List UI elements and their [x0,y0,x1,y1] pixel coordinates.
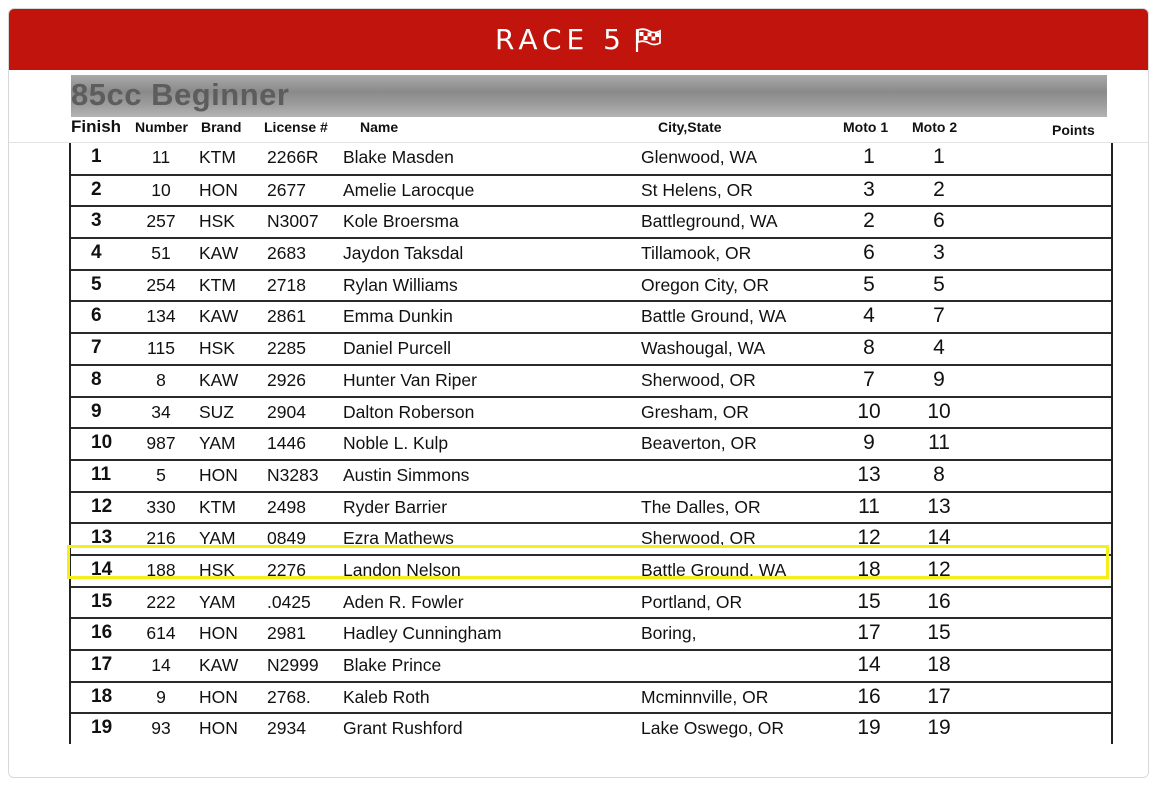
brand-cell: YAM [199,433,236,454]
finish-cell: 6 [91,305,102,327]
rider-name-cell: Emma Dunkin [343,306,453,327]
city-state-cell: Sherwood, OR [641,369,756,390]
moto2-cell: 5 [933,272,945,296]
city-state-cell: Sherwood, OR [641,528,756,549]
license-cell: 2718 [267,274,306,295]
header-license: License # [264,119,328,135]
rider-name-cell: Grant Rushford [343,718,463,739]
table-row [71,491,1111,523]
city-state-cell: Tillamook, OR [641,243,752,264]
finish-cell: 15 [91,590,113,612]
license-cell: N2999 [267,655,319,675]
brand-cell: KAW [199,369,239,390]
license-cell: 2266R [267,147,319,167]
city-state-cell: Washougal, WA [641,338,766,359]
moto1-cell: 16 [857,684,881,708]
rider-name-cell: Kaleb Roth [343,686,430,707]
table-row [71,617,1111,649]
license-cell: 2926 [267,369,306,390]
finish-cell: 1 [91,146,102,167]
rider-name-cell: Aden R. Fowler [343,591,464,612]
moto1-cell: 6 [863,241,875,265]
number-cell: 9 [156,686,166,707]
license-cell: 1446 [267,433,306,454]
license-cell: 2285 [267,338,306,359]
finish-cell: 17 [91,654,113,675]
header-finish: Finish [71,117,122,136]
city-state-cell: Mcminnville, OR [641,686,769,707]
table-row [71,649,1111,681]
moto2-cell: 16 [927,589,951,613]
brand-cell: HON [199,464,238,485]
moto2-cell: 9 [933,367,945,391]
rider-name-cell: Blake Masden [343,147,454,167]
table-row [71,237,1111,269]
moto2-cell: 1 [933,145,945,168]
rider-name-cell: Kole Broersma [343,211,459,232]
moto1-cell: 18 [857,557,881,581]
city-state-cell: Battle Ground, WA [641,306,787,327]
moto1-cell: 7 [863,367,875,391]
brand-cell: KTM [199,147,236,167]
rider-name-cell: Jaydon Taksdal [343,243,464,264]
moto1-cell: 1 [863,145,875,168]
moto2-cell: 13 [927,494,951,518]
finish-cell: 18 [91,685,113,707]
city-state-cell: St Helens, OR [641,179,753,200]
table-row [71,143,1111,174]
brand-cell: HSK [199,338,235,359]
rider-name-cell: Landon Nelson [343,559,461,580]
race-title: RACE 5 [495,23,626,56]
finish-cell: 9 [91,400,102,422]
rider-name-cell: Hadley Cunningham [343,623,502,644]
table-row [71,396,1111,428]
license-cell: 2981 [267,623,306,644]
number-cell: 14 [151,655,171,675]
city-state-cell: Battleground, WA [641,211,778,232]
header-points: Points [1052,122,1095,138]
header-name: Name [360,119,399,135]
moto1-cell: 10 [857,399,881,423]
brand-cell: SUZ [199,401,234,422]
moto2-cell: 18 [927,653,951,676]
number-cell: 330 [146,496,176,517]
rider-name-cell: Noble L. Kulp [343,433,449,454]
table-row [71,174,1111,206]
header-brand: Brand [201,119,242,135]
finish-cell: 8 [91,368,102,390]
checkered-flag-icon [634,26,662,54]
rider-name-cell: Ryder Barrier [343,496,448,517]
number-cell: 11 [151,147,171,167]
moto2-cell: 8 [933,462,945,486]
brand-cell: YAM [199,528,236,549]
number-cell: 10 [151,179,171,200]
city-state-cell: Boring, [641,623,697,644]
number-cell: 188 [146,559,176,580]
license-cell: 2677 [267,179,306,200]
class-title-bar [71,75,1107,117]
moto2-cell: 11 [928,431,950,455]
moto1-cell: 5 [863,272,875,296]
moto2-cell: 4 [933,336,945,360]
brand-cell: HON [199,718,238,739]
finish-cell: 5 [91,273,102,295]
brand-cell: HON [199,179,238,200]
license-cell: 2768. [267,686,311,707]
finish-cell: 12 [91,495,113,517]
table-row [71,586,1111,618]
moto1-cell: 13 [857,462,881,486]
number-cell: 257 [146,211,176,232]
header-moto2: Moto 2 [912,119,958,135]
moto2-cell: 6 [933,209,945,233]
finish-cell: 7 [91,337,102,359]
number-cell: 222 [146,591,176,612]
moto1-cell: 12 [857,526,881,550]
moto2-cell: 3 [933,241,945,265]
moto2-cell: 15 [927,621,951,645]
number-cell: 216 [146,528,176,549]
city-state-cell: Portland, OR [641,591,743,612]
finish-cell: 10 [91,432,113,454]
class-title: 85cc Beginner [71,77,290,112]
finish-cell: 2 [91,178,102,200]
moto2-cell: 10 [927,399,951,423]
city-state-cell: Lake Oswego, OR [641,718,784,739]
table-row [71,681,1111,713]
brand-cell: HSK [199,211,235,232]
moto1-cell: 17 [857,621,881,645]
license-cell: 2683 [267,243,306,264]
license-cell: 2498 [267,496,306,517]
scanned-results-sheet [9,71,1148,777]
brand-cell: KAW [199,306,239,327]
city-state-cell: Glenwood, WA [641,147,758,167]
moto2-cell: 19 [927,716,951,740]
moto1-cell: 19 [857,716,881,740]
number-cell: 115 [147,338,175,359]
moto1-cell: 14 [857,653,881,676]
moto1-cell: 8 [863,336,875,360]
moto2-cell: 14 [927,526,951,550]
moto1-cell: 2 [863,209,875,233]
table-row [71,205,1111,237]
license-cell: .0425 [267,591,311,612]
rider-name-cell: Ezra Mathews [343,528,454,549]
number-cell: 5 [156,464,166,485]
finish-cell: 16 [91,622,113,644]
brand-cell: HON [199,686,238,707]
table-row [71,554,1111,586]
table-row [71,522,1111,554]
rider-name-cell: Blake Prince [343,655,442,675]
brand-cell: HSK [199,559,235,580]
license-cell: N3283 [267,464,319,485]
number-cell: 34 [151,401,171,422]
header-city-state: City,State [658,119,722,135]
number-cell: 8 [156,369,166,390]
moto2-cell: 2 [933,177,945,201]
rider-name-cell: Austin Simmons [343,464,470,485]
table-row [71,364,1111,396]
city-state-cell: The Dalles, OR [641,496,761,517]
number-cell: 93 [151,718,171,739]
license-cell: 2276 [267,559,306,580]
rider-name-cell: Rylan Williams [343,274,458,295]
brand-cell: KAW [199,243,239,264]
brand-cell: YAM [199,591,236,612]
moto1-cell: 3 [863,177,875,201]
license-cell: 2861 [267,306,306,327]
license-cell: 2934 [267,718,306,739]
moto2-cell: 7 [933,304,945,328]
race-results-card [8,8,1149,778]
results-table [69,143,1113,744]
header-moto1: Moto 1 [843,119,889,135]
finish-cell: 11 [91,463,112,485]
number-cell: 254 [146,274,176,295]
city-state-cell: Oregon City, OR [641,274,770,295]
finish-cell: 14 [91,558,113,580]
table-row [71,712,1111,744]
city-state-cell: Beaverton, OR [641,433,757,454]
table-row [71,459,1111,491]
license-cell: 0849 [267,528,306,549]
finish-cell: 3 [91,210,102,232]
moto1-cell: 11 [858,494,880,518]
moto1-cell: 15 [857,589,881,613]
moto1-cell: 9 [863,431,875,455]
moto1-cell: 4 [863,304,875,328]
table-row [71,300,1111,332]
moto2-cell: 12 [927,557,951,581]
number-cell: 51 [151,243,171,264]
city-state-cell: Battle Ground, WA [641,559,787,580]
rider-name-cell: Hunter Van Riper [343,369,477,390]
finish-cell: 19 [91,717,113,739]
brand-cell: KAW [199,655,239,675]
rider-name-cell: Dalton Roberson [343,401,475,422]
license-cell: 2904 [267,401,306,422]
finish-cell: 13 [91,527,113,549]
race-banner [9,9,1148,70]
header-number: Number [135,119,188,135]
number-cell: 134 [146,306,176,327]
table-row [71,332,1111,364]
table-row [71,427,1111,459]
brand-cell: KTM [199,274,236,295]
brand-cell: KTM [199,496,236,517]
finish-cell: 4 [91,242,102,264]
moto2-cell: 17 [927,684,951,708]
brand-cell: HON [199,623,238,644]
rider-name-cell: Daniel Purcell [343,338,451,359]
table-row [71,269,1111,301]
city-state-cell: Gresham, OR [641,401,749,422]
number-cell: 614 [146,623,176,644]
rider-name-cell: Amelie Larocque [343,179,475,200]
number-cell: 987 [146,433,176,454]
license-cell: N3007 [267,211,319,232]
